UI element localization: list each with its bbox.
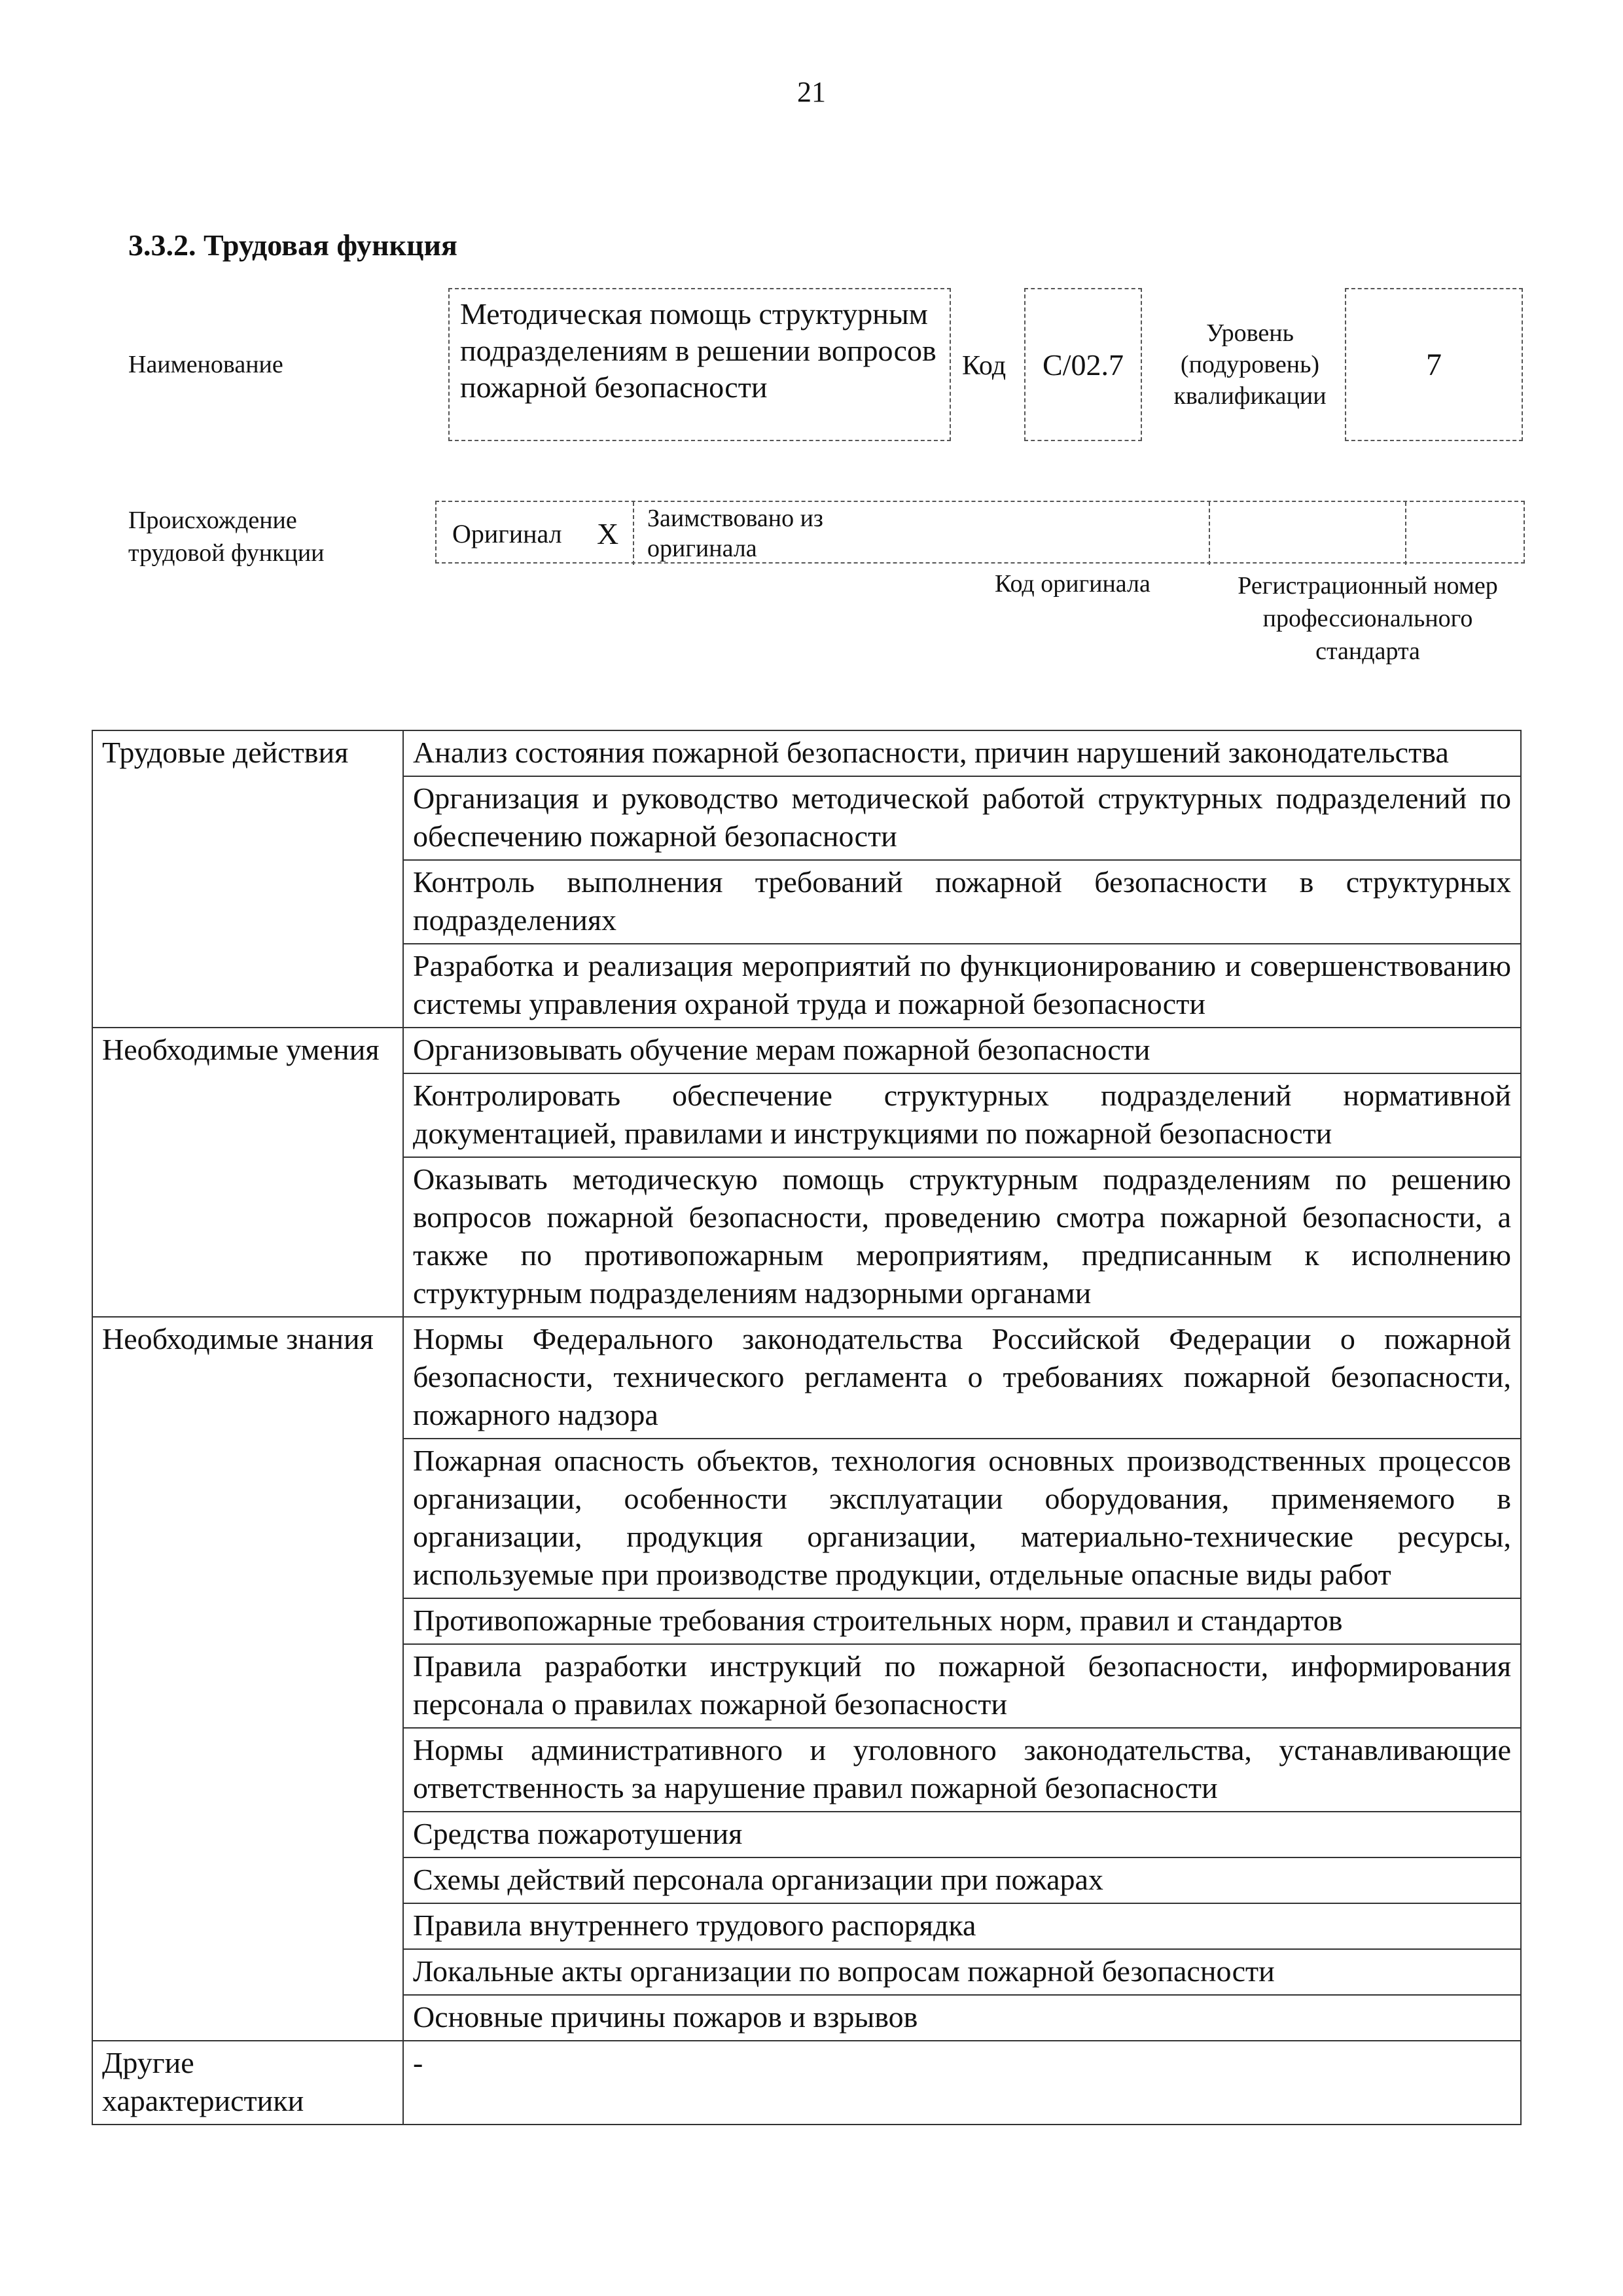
borrowed-label: Заимствовано из оригинала [633,502,882,565]
table-row [92,2041,1521,2125]
action-item: Анализ состояния пожарной безопасности, причин нарушений законодательства [403,730,1521,776]
skill-item: Контролировать обеспечение структурных подразделений нормативной документацией, правилами и инструкциями по пожарной безопасности [403,1073,1521,1157]
knowledge-item: Нормы административного и уголовного законодательства, устанавливающие ответственность за нарушение правил пожарной безопасности [403,1728,1521,1812]
table-row [92,1028,1521,1073]
function-table [92,730,1522,2125]
name-label: Наименование [128,351,283,378]
page-number: 21 [797,76,826,108]
code-label: Код [962,351,1007,381]
skills-header: Необходимые умения [92,1028,403,1317]
knowledge-item: Локальные акты организации по вопросам пожарной безопасности [403,1949,1521,1995]
knowledge-item: Схемы действий персонала организации при пожарах [403,1857,1521,1903]
action-item: Разработка и реализация мероприятий по функционированию и совершенствованию системы управления охраной труда и пожарной безопасности [403,944,1521,1028]
other-header: Другие характеристики [92,2041,403,2125]
knowledge-item: Правила внутреннего трудового распорядка [403,1903,1521,1949]
action-item: Организация и руководство методической работой структурных подразделений по обеспечению пожарной безопасности [403,776,1521,860]
action-item: Контроль выполнения требований пожарной безопасности в структурных подразделениях [403,860,1521,944]
actions-header: Трудовые действия [92,730,403,1028]
reg-number-caption: Регистрационный номер профессионального стандарта [1238,572,1498,665]
origin-label: Происхождение трудовой функции [128,507,325,567]
skill-item: Организовывать обучение мерам пожарной безопасности [403,1028,1521,1073]
level-value: 7 [1345,288,1523,441]
table-row [92,730,1521,776]
original-code-cell [1209,502,1405,565]
section-title: 3.3.2. Трудовая функция [128,228,457,262]
original-mark: X [597,516,619,550]
knowledge-item: Пожарная опасность объектов, технология основных производственных процессов организации, особенности эксплуатации оборудования, применяемого в организации, продукция организации, материально-технические ресурсы, используемые при производстве продукции, отдельные опасные виды работ [403,1439,1521,1598]
original-label: Оригинал [452,518,562,548]
table-row [92,1317,1521,1439]
original-code-caption: Код оригинала [995,570,1150,598]
knowledge-header: Необходимые знания [92,1317,403,2041]
knowledge-item: Правила разработки инструкций по пожарной безопасности, информирования персонала о правилах пожарной безопасности [403,1644,1521,1728]
knowledge-item: Нормы Федерального законодательства Российской Федерации о пожарной безопасности, технического регламента о требованиях пожарной безопасности, пожарного надзора [403,1317,1521,1439]
knowledge-item: Основные причины пожаров и взрывов [403,1995,1521,2041]
reg-number-cell [1405,502,1526,565]
knowledge-item: Противопожарные требования строительных норм, правил и стандартов [403,1598,1521,1644]
code-value: C/02.7 [1024,288,1142,441]
other-value: - [403,2041,1521,2125]
knowledge-item: Средства пожаротушения [403,1812,1521,1857]
level-label: Уровень (подуровень) квалификации [1173,319,1327,410]
origin-row [435,501,1525,564]
skill-item: Оказывать методическую помощь структурным подразделениям по решению вопросов пожарной безопасности, проведению смотра пожарной безопасности, а также по противопожарным мероприятиям, предписанным к исполнению структурным подразделениям надзорными органами [403,1157,1521,1317]
name-value: Методическая помощь структурным подразделениям в решении вопросов пожарной безопасности [448,288,951,441]
